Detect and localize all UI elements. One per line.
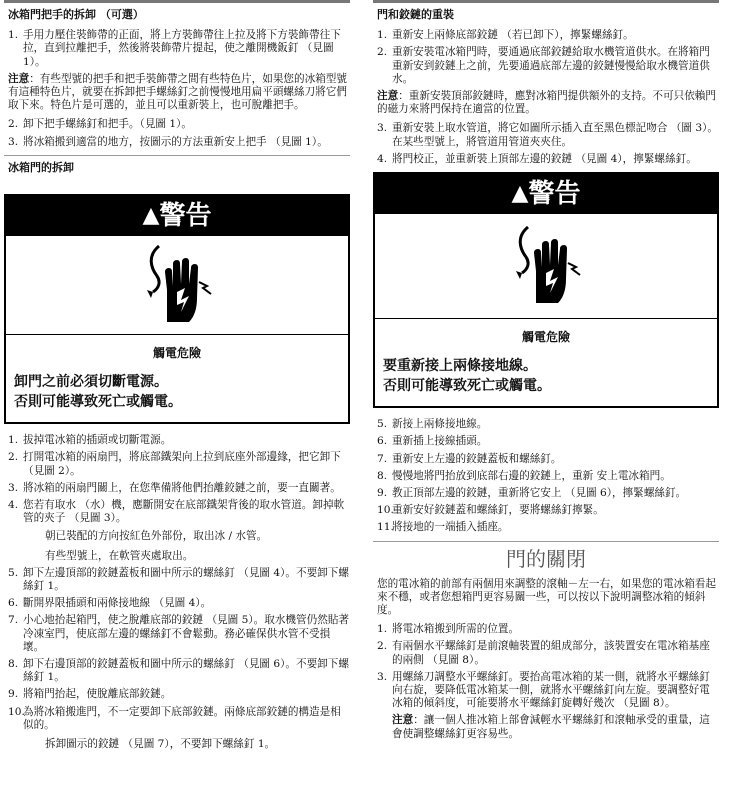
reinstall-steps-b [373,122,719,166]
list-item: 7. 小心地抬起箱門，使之脫離底部的鉸鏈 （見圖 5）。取水機管仍然貼著冷凍室門，使底部左邊的螺絲釘不會鬆動。務必確保供水管不受損壞。 [8,614,349,653]
reinstall-steps-c [373,418,719,534]
door-closing-note: 注意：讓一個人推冰箱上部會減輕水平螺絲釘和滾軸承受的重量，這會使調整螺絲釘更容易些。 [392,714,710,740]
list-item: 3. 將冰箱搬到適當的地方，按圖示的方法重新安上把手 （見圖 1）。 [8,135,328,148]
reinstall-section-title: 門和鉸鏈的重裝 [377,8,454,21]
list-item: 9. 教正頂部左邊的鉸鏈，重新將它安上 （見圖 6），擰緊螺絲釘。 [377,487,687,500]
door-closing-intro: 您的電冰箱的前部有兩個用來調整的滾軸－左一右，如果您的電冰箱看起來不穩，或者您想箱門更容易關一些，可以按以下說明調整冰箱的傾斜度。 [377,577,716,617]
warning-triangle-icon: ▲ [142,203,160,229]
list-item: 3. 將冰箱的兩扇門關上，在您準備將他們抬離鉸鏈之前，要一直關著。 [8,481,341,494]
list-item: 3. 重新安裝上取水管道，將它如圖所示插入直至黑色標記吻合 （圖 3）。在某些型號上，將管道用管道夾夾住。 [377,122,718,148]
door-closing-title: 門的關閉 [506,546,586,571]
door-steps-list [4,434,350,751]
list-item: 1. 手用力壓住裝飾帶的正面，將上方裝飾帶往上拉及將下方裝飾帶往下拉，直到拉離把手，然後將裝飾帶片提起，使之離開機鈑釘 （見圖 1）。 [8,29,341,68]
warning-triangle-icon: ▲ [511,181,529,207]
list-item: 2. 重新安裝電冰箱門時，要通過底部鉸鏈給取水機管道供水。在將箱門重新安到鉸鏈上之前，先要通過底部左邊的鉸鏈慢慢給取水機管道供水。 [377,46,710,85]
list-item: 5. 卸下左邊頂部的鉸鏈蓋板和圖中所示的螺絲釘 （見圖 4）。不要卸下螺絲釘 1。 [8,566,349,593]
warning-box [373,172,719,408]
reinstall-note: 注意：重新安裝頂部鉸鏈時，應對冰箱門提供額外的支持。不可只依賴門的磁力來將門保持在適當的位置。 [377,90,716,116]
list-item: 6. 重新插上接線插頭。 [377,435,488,448]
warning-danger-title: 觸電危險 [152,346,201,361]
warning-header: ▲警告 [375,174,717,214]
list-item: 1. 拔掉電冰箱的插頭或切斷電源。 [8,434,172,447]
warning-line-2: 否則可能導致死亡或觸電。 [383,378,551,395]
warning-line-1: 卸門之前必須切斷電源。 [14,374,168,391]
list-item: 2. 打開電冰箱的兩扇門，將底部鐵架向上拉到底座外部邊緣，把它卸下 （見圖 2）。 [8,451,341,477]
warning-box [4,194,350,424]
door-closing-steps [373,623,719,741]
list-item: 1. 將電冰箱搬到所需的位置。 [377,623,520,636]
handle-section-title: 冰箱門把手的拆卸 （可選） [8,8,144,21]
list-item: 4. 您若有取水 （水）機，應斷開安在底部鐵架背後的取水管道。卸掉軟管的夾子 （見圖 3）。 朝已裝配的方向按紅色外部份，取出冰 / 水管。 有些型號上，在軟管夾處取出。 [4,499,350,563]
warning-line-2: 否則可能導致死亡或觸電。 [14,394,182,411]
list-item: 10. 為將冰箱搬進門，不一定要卸下底部鉸鏈。兩條底部鉸鏈的構造是相似的。 拆卸圖示的鉸鏈 （見圖 7），不要卸下螺絲釘 1。 [4,706,350,752]
electric-shock-hand-icon [6,236,348,335]
list-item: 3. 用螺絲刀調整水平螺絲釘。要抬高電冰箱的某一側，就將水平螺絲釘向右旋，要降低電冰箱某一側，就將水平螺絲釘向左旋。要調整好電冰箱的傾斜度，可能要將水平螺絲釘旋轉好幾次 （見圖 8）。 注意：讓一個人推冰箱上部會減輕水平螺絲釘和滾軸承受的重量，這會使調整螺絲釘更容易些。 [373,671,719,741]
section-divider [373,541,719,542]
door-section-title: 冰箱門的拆卸 [8,160,74,174]
list-item: 10. 重新安好鉸鏈蓋和螺絲釘，要將螺絲釘擰緊。 [377,504,604,517]
list-item: 4. 將門校正，並重新裝上頂部左邊的鉸鏈 （見圖 4），擰緊螺絲釘。 [377,152,697,165]
list-item: 8. 慢慢地將門抬放到底部右邊的鉸鏈上，重新 安上電冰箱門。 [377,469,671,482]
list-item: 9. 將箱門抬起，使脫離底部鉸鏈。 [8,688,172,701]
list-item: 6. 斷開界限插頭和兩條接地線 （見圖 4）。 [8,597,212,610]
list-item: 2. 卸下把手螺絲釘和把手。（見圖 1）。 [8,118,193,131]
list-item: 5. 新接上兩條接地線。 [377,418,488,431]
handle-note: 注意：有些型號的把手和把手裝飾帶之間有些特色片，如果您的冰箱型號有這種特色片，就要在拆卸把手螺絲釘之前慢慢地用扁平頭螺絲刀將它們取下來。特色片是可選的，並且可以重新裝上，也可脫離把手。 [8,72,347,112]
reinstall-steps-a [373,29,719,86]
warning-body [6,335,348,422]
electric-shock-hand-icon [375,214,717,319]
warning-header: ▲警告 [6,196,348,236]
sub-note: 拆卸圖示的鉸鏈 （見圖 7），不要卸下螺絲釘 1。 [45,738,276,751]
list-item: 2. 有兩個水平螺絲釘是前滾軸裝置的組成部分，該裝置安在電冰箱基座的兩側 （見圖 8）。 [377,640,710,666]
sub-note: 朝已裝配的方向按紅色外部份，取出冰 / 水管。 [45,530,268,543]
warning-line-1: 要重新接上兩條接地線。 [383,358,537,375]
left-column [4,0,350,755]
list-item: 8. 卸下右邊頂部的鉸鏈蓋板和圖中所示的螺絲釘 （見圖 6）。不要卸下螺絲釘 1。 [8,658,349,684]
handle-steps-list-2 [4,118,350,148]
right-column [373,0,719,745]
handle-steps-list [4,29,350,69]
sub-note: 有些型號上，在軟管夾處取出。 [45,549,194,562]
list-item: 11. 將接地的一端插入插座。 [377,521,509,534]
list-item: 7. 重新安上左邊的鉸鏈蓋板和螺絲釘。 [377,452,562,465]
warning-body [375,319,717,406]
list-item: 1. 重新安上兩條底部鉸鏈 （若已卸下），擰緊螺絲釘。 [377,29,634,42]
warning-danger-title: 觸電危險 [521,330,570,345]
